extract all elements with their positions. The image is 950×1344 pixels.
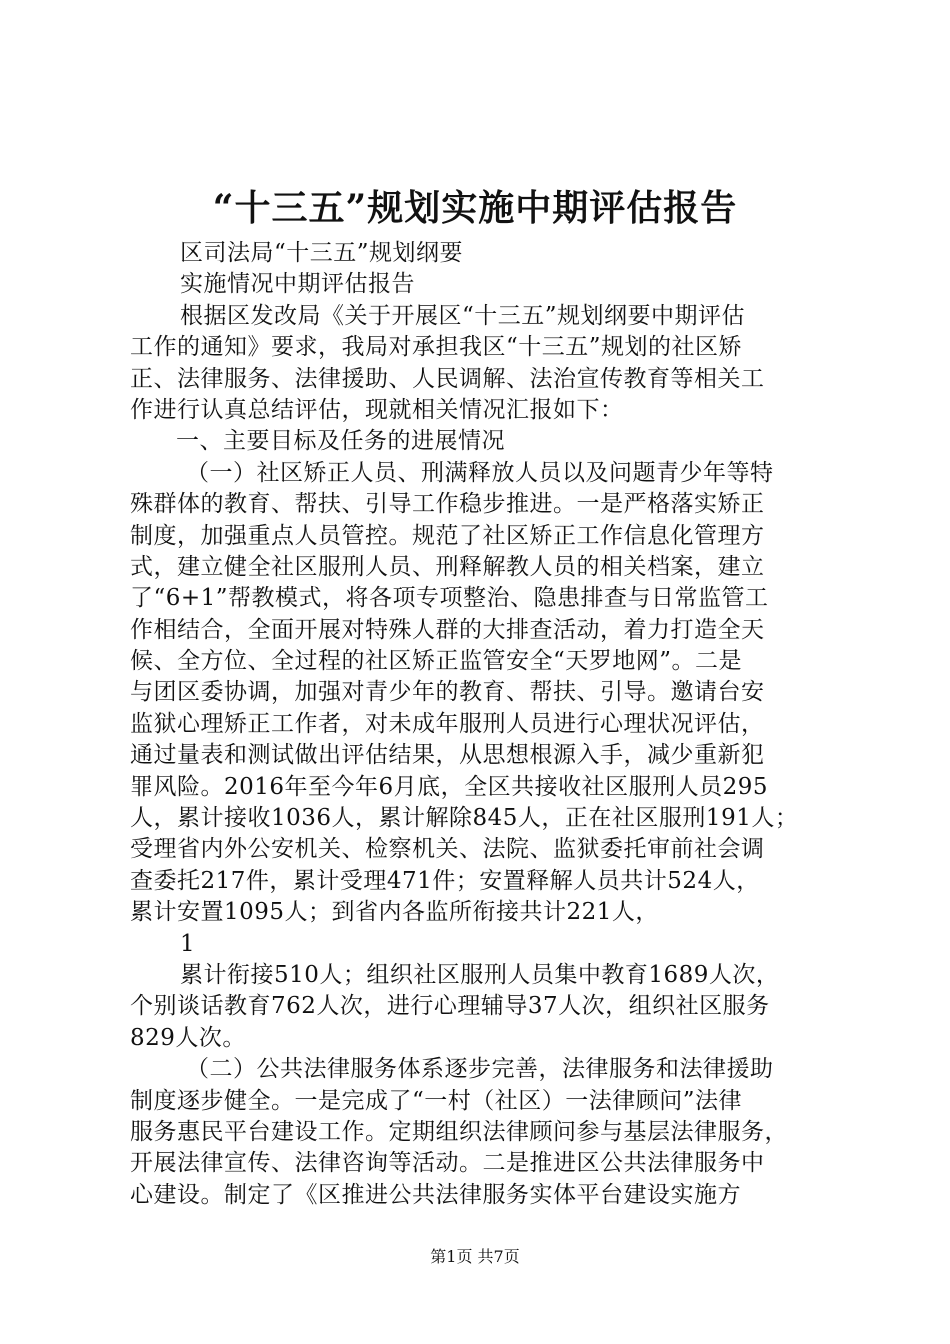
- paragraph-line: （二）公共法律服务体系逐步完善，法律服务和法律援助: [186, 1056, 774, 1083]
- paragraph-line: 作进行认真总结评估，现就相关情况汇报如下：: [130, 396, 624, 423]
- paragraph-line: 查委托217件，累计受理471件；安置释解人员共计524人，: [130, 867, 760, 894]
- paragraph-line: 监狱心理矫正工作者，对未成年服刑人员进行心理状况评估，: [130, 710, 765, 737]
- paragraph-line: 制度，加强重点人员管控。规范了社区矫正工作信息化管理方: [130, 522, 765, 549]
- paragraph-line: 工作的通知》要求，我局对承担我区“十三五”规划的社区矫: [130, 334, 743, 361]
- page-footer: 第1页 共7页: [430, 1247, 520, 1266]
- section-heading: 一、主要目标及任务的进展情况: [176, 428, 505, 455]
- paragraph-line: 殊群体的教育、帮扶、引导工作稳步推进。一是严格落实矫正: [130, 491, 765, 518]
- paragraph-line: 制度逐步健全。一是完成了“一村（社区）一法律顾问”法律: [130, 1087, 743, 1114]
- paragraph-line: 罪风险。2016年至今年6月底，全区共接收社区服刑人员295: [130, 773, 769, 800]
- paragraph-line: （一）社区矫正人员、刑满释放人员以及问题青少年等特: [186, 459, 774, 486]
- paragraph-line: 累计衔接510人；组织社区服刑人员集中教育1689人次，: [180, 961, 780, 988]
- paragraph-line: 通过量表和测试做出评估结果，从思想根源入手，减少重新犯: [130, 742, 765, 769]
- subtitle-line: 实施情况中期评估报告: [180, 271, 415, 298]
- paragraph-line: 累计安置1095人；到省内各监所衔接共计221人，: [130, 899, 659, 926]
- subtitle-line: 区司法局“十三五”规划纲要: [180, 240, 464, 266]
- paragraph-line: 心建设。制定了《区推进公共法律服务实体平台建设实施方: [130, 1181, 741, 1208]
- paragraph-line: 候、全方位、全过程的社区矫正监管安全“天罗地网”。二是: [130, 648, 743, 675]
- paragraph-line: 正、法律服务、法律援助、人民调解、法治宣传教育等相关工: [130, 365, 765, 392]
- paragraph-line: 829人次。: [130, 1024, 246, 1051]
- paragraph-line: 开展法律宣传、法律咨询等活动。二是推进区公共法律服务中: [130, 1150, 765, 1177]
- paragraph-line: 受理省内外公安机关、检察机关、法院、监狱委托审前社会调: [130, 836, 765, 863]
- inline-page-number: 1: [180, 930, 196, 957]
- paragraph-line: 了“6+1”帮教模式，将各项专项整治、隐患排查与日常监管工: [130, 585, 769, 612]
- document-title: “十三五”规划实施中期评估报告: [212, 187, 738, 229]
- document-body: [130, 238, 830, 1211]
- paragraph-line: 人，累计接收1036人，累计解除845人，正在社区服刑191人；: [130, 805, 799, 832]
- paragraph-line: 个别谈话教育762人次，进行心理辅导37人次，组织社区服务: [130, 993, 770, 1020]
- paragraph-line: 式，建立健全社区服刑人员、刑释解教人员的相关档案，建立: [130, 553, 765, 580]
- paragraph-line: 服务惠民平台建设工作。定期组织法律顾问参与基层法律服务，: [130, 1118, 788, 1145]
- paragraph-line: 根据区发改局《关于开展区“十三五”规划纲要中期评估: [180, 302, 746, 329]
- paragraph-line: 与团区委协调，加强对青少年的教育、帮扶、引导。邀请台安: [130, 679, 765, 706]
- paragraph-line: 作相结合，全面开展对特殊人群的大排查活动，着力打造全天: [130, 616, 765, 643]
